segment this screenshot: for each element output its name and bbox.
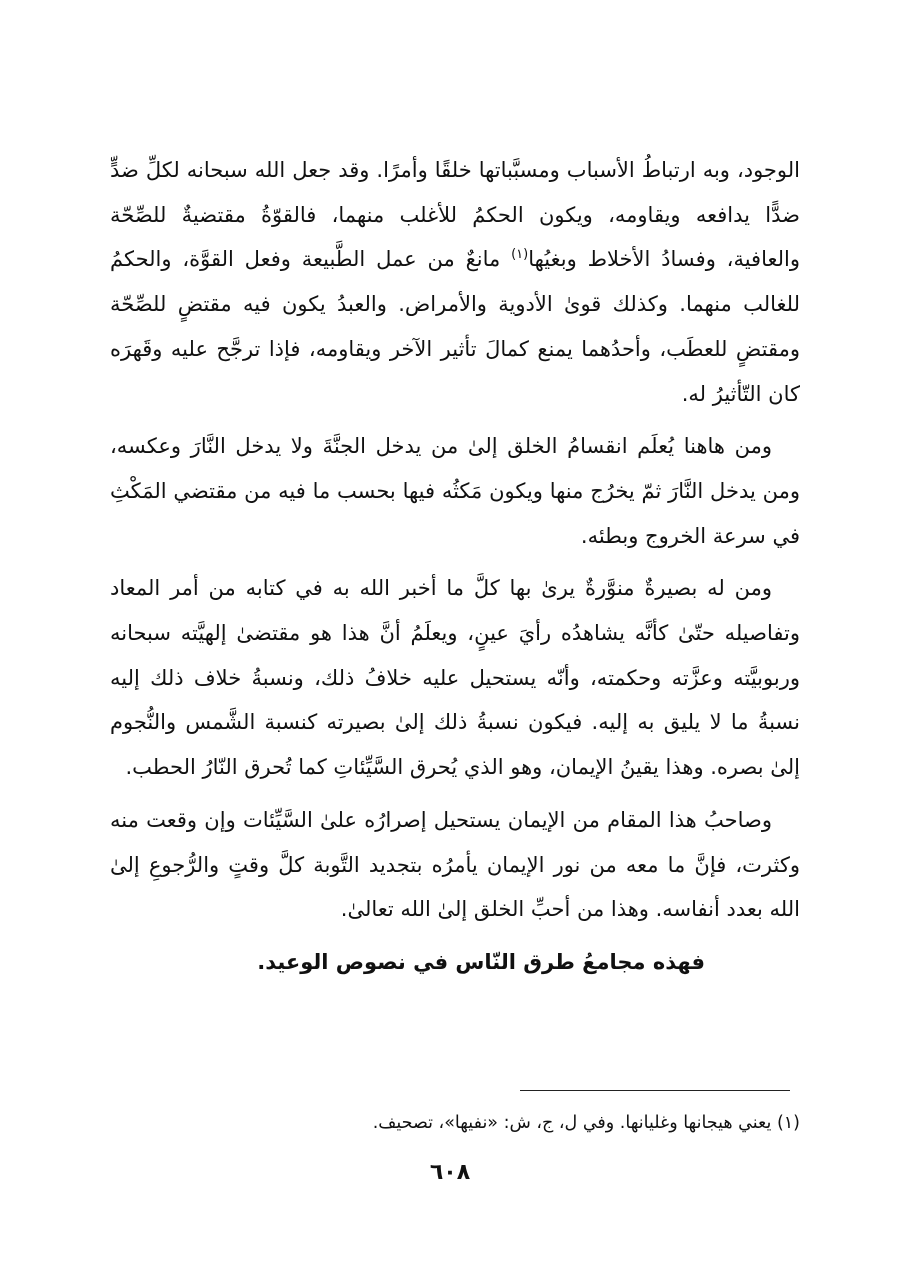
footnote-number: (١) [776,1113,800,1133]
main-text [110,148,800,993]
paragraph-3: ومن له بصيرةٌ منوَّرةٌ يرىٰ بها كلَّ ما أخبر الله به في كتابه من أمر المعاد وتفاصيله حتّىٰ كأنَّه يشاهدُه رأيَ عينٍ، ويعلَمُ أنَّ هذا هو مقتضىٰ إلهيَّته سبحانه وربوبيَّته وعزَّته وحكمته، وأنّه يستحيل عليه خلافُ ذلك، ونسبةُ خلاف ذلك إليه نسبةُ ما لا يليق به إليه. فيكون نسبةُ ذلك إلىٰ بصيرته كنسبة الشَّمس والنُّجوم إلىٰ بصره. وهذا يقينُ الإيمان، وهو الذي يُحرق السَّيِّئاتِ كما تُحرق النّارُ الحطب. [110,576,800,780]
paragraph-1 [110,148,800,416]
footnote-reference: (١) [511,247,529,263]
paragraph-2: ومن هاهنا يُعلَم انقسامُ الخلق إلىٰ من يدخل الجنَّةَ ولا يدخل النَّارَ وعكسه، ومن يدخل النَّارَ ثمّ يخرُج منها ويكون مَكثُه فيها بحسب ما فيه من مقتضي المَكْثِ في سرعة الخروج وبطئه. [110,434,800,548]
paragraph-4: وصاحبُ هذا المقام من الإيمان يستحيل إصرارُه علىٰ السَّيِّئات وإن وقعت منه وكثرت، فإنَّ ما معه من نور الإيمان يأمرُه بتجديد التَّوبة كلَّ وقتٍ والرُّجوعِ إلىٰ الله بعدد أنفاسه. وهذا من أحبِّ الخلق إلىٰ الله تعالىٰ. [110,807,800,922]
footnote-divider [520,1090,790,1091]
page-number: ٦٠٨ [429,1160,471,1185]
paragraph-1-text-b: مانعٌ من عمل الطَّبيعة وفعل القوَّة، والحكمُ للغالب منهما. وكذلك قوىٰ الأدوية والأمراض. والعبدُ يكون فيه مقتضٍ للصِّحّة ومقتضٍ للعطَب، وأحدُهما يمنع كمالَ تأثير الآخر ويقاومه، فإذا ترجَّح عليه وقَهرَه كان التّأثيرُ له. [110,247,800,406]
footnote-text: يعني هيجانها وغليانها. وفي ل، ج، ش: «نفيها»، تصحيف. [372,1113,772,1133]
closing-heading: فهذه مجامعُ طرق النّاس في نصوص الوعيد. [257,949,705,974]
footnote [110,1108,800,1138]
paragraph-1-text-a: الوجود، وبه ارتباطُ الأسباب ومسبَّباتها خلقًا وأمرًا. وقد جعل الله سبحانه لكلِّ ضدٍّ ضدًّا يدافعه ويقاومه، ويكون الحكمُ للأغلب منهما، فالقوّةُ مقتضيةٌ للصِّحّة والعافية، وفسادُ الأخلاط وبغيُها [110,158,800,272]
